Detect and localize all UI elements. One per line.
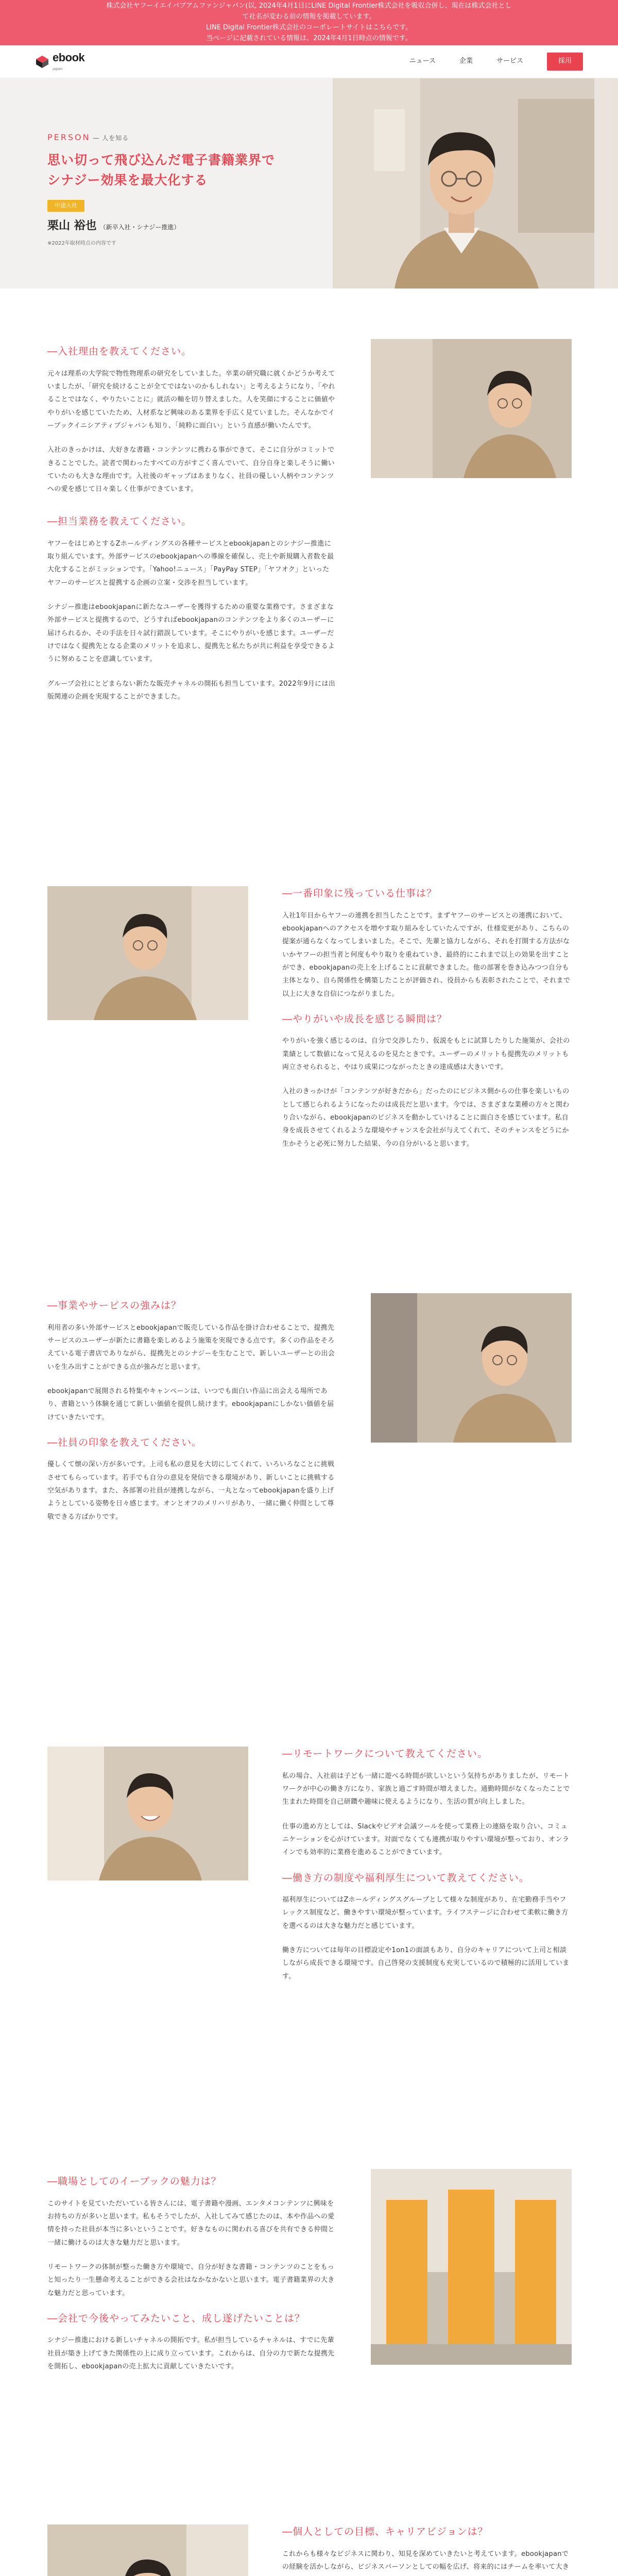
answer-paragraph: シナジー推進はebookjapanに新たなユーザーを獲得するための重要な業務です。さまざまな外部サービスと提携するので、どうすればebookjapanのコンテンツをより多くのユーザーに届けられるか、その手法を日々試行錯誤しています。そこにやりがいを感じます。ユーザーだけではなく提携先となる企業のメリットを追求し、提携先と私たちが共に利益を享受できるように努めることを意識しています。 [47, 603, 335, 664]
banner-line-2: LINE Digital Frontier株式会社のコーポレートサイトはこちらです。 [205, 24, 413, 31]
question-heading: ―職場としてのイーブックの魅力は？ [47, 2176, 221, 2187]
answer-paragraph: これからも様々なビジネスに関わり、知見を深めていきたいと考えています。ebookjapanでの経験を活かしながら、ビジネスパーソンとしての幅を広げ、将来的にはチームを率いて大き [282, 2550, 570, 2571]
answer-paragraph: シナジー推進における新しいチャネルの開拓です。私が担当しているチャネルは、すでに先輩社員が築き上げてきた関係性の上に成り立っています。これからは、自分の力で新たな提携先を開拓し、ebookjapanの売上拡大に貢献していきたいです。 [47, 2336, 335, 2371]
question-heading: ―やりがいや成長を感じる瞬間は？ [282, 1013, 448, 1025]
nav-company[interactable]: 企業 [459, 57, 473, 65]
answer-paragraph: 入社1年目からヤフーの連携を担当したことです。まずヤフーのサービスとの連携において、ebookjapanへのアクセスを増やす取り組みをしていたんですが、仕様変更があり、こちらの提案が通らなくなってしまいました。そこで、先輩と協力しながら、それを打開する方法がないかヤフーの担当者と何度もやり取りを重ねていき、最終的にこれまで以上の効果を出すことができ、ebookjapanの売上を上げることに貢献できました。他の部署を巻き込みつつ自分も主体となり、自ら関係性を構築したことが評価され、役員からも表彰されたことで、それまで以上に大きな自信につながりました。 [282, 911, 571, 998]
answer-paragraph: ヤフーをはじめとするZホールディングスの各種サービスとebookjapanとのシナジー推進に取り組んでいます。外部サービスのebookjapanへの導線を確保し、売上や新規購入者数を最大化することがミッションです。「Yahoo!ニュース」「PayPay STEP」「ヤフオク」といったヤフーのサービスと提携する企画の立案・交渉を担当しています。 [47, 539, 334, 587]
qa-block [282, 2524, 571, 2576]
question-heading: ―事業やサービスの強みは？ [47, 1300, 182, 1311]
nav-news[interactable]: ニュース [409, 57, 436, 65]
answer-paragraph: 優しくて懐の深い方が多いです。上司も私の意見を大切にしてくれて、いろいろなことに挑戦させてもらっています。若手でも自分の意見を発信できる環境があり、新しいことに挑戦する空気があります。また、各部署の社員が連携しながら、一丸となってebookjapanを盛り上げようとしている姿勢を日々感じます。オンとオフのメリハリがあり、一緒に働く仲間として尊敬できる方ばかりです。 [47, 1461, 335, 1521]
qa-block [47, 344, 336, 507]
portrait-photo-2 [47, 886, 248, 1020]
question-heading: ―働き方の制度や福利厚生について教えてください。 [282, 1872, 529, 1884]
answer-paragraph: 私の場合、入社前は子ども一緒に遊べる時間が欲しいという気持ちがありましたが、リモートワークが中心の働き方になり、家族と過ごす時間が増えました。通勤時間がなくなったことで生まれた時間を自己研鑽や趣味に使えるようになり、生活の質が向上しました。 [282, 1772, 570, 1806]
nav-recruit-button[interactable]: 採用 [547, 53, 583, 71]
answer-paragraph: 入社のきっかけが「コンテンツが好きだから」だったのにビジネス側からの仕事を楽しいものとして感じられるようになったのは成長だと思います。今では、さまざまな業種の方々と関わり合いながら、ebookjapanのビジネスを動かしていけることに面白さを感じています。私自身を成長させてくれるような環境やチャンスを会社が与えてくれて、そのチャンスをどうにか生かそうと必死に努力した結果、今の自分がいると思います。 [282, 1088, 570, 1148]
question-heading: ―入社理由を教えてください。 [47, 346, 192, 357]
portrait-photo-1 [371, 339, 572, 478]
main-nav [409, 53, 583, 71]
answer-paragraph: ebookjapanで展開される特集やキャンペーンは、いつでも面白い作品に出会える場所であり、書籍という体験を通じて新しい価値を提供し続けます。ebookjapanにしかない価値を届けていきたいです。 [47, 1387, 334, 1421]
question-heading: ―担当業務を教えてください。 [47, 516, 192, 527]
hero-date-note: ※2022年取材時点の内容です [47, 241, 116, 247]
banner-line-1: 株式会社ヤフーイエイパブアムファンジャパン(以, 2024年4月1日にLINE Digital Frontier株式会社を吸収合併し、現在は株式会社として社名が変わる前の情報を掲載しています。 [106, 2, 512, 21]
hero-tag-badge: 中途入社 [47, 200, 84, 212]
logo-subtext: japan [53, 66, 63, 71]
portrait-photo-3 [371, 1293, 572, 1443]
site-header [0, 45, 618, 78]
answer-paragraph: リモートワークの体制が整った働き方や環境で、自分が好きな書籍・コンテンツのことをもっと知ったり一生懸命考えることができる会社はなかなかないと思います。電子書籍業界の大きな魅力だと思っています。 [47, 2263, 335, 2297]
hero-kicker: PERSON — 人を知る [47, 132, 129, 142]
qa-block [47, 514, 336, 715]
hero-person-name: 栗山 裕也 （新卒入社・シナジー推進） [47, 219, 180, 232]
hero-title: 思い切って飛び込んだ電子書籍業界で シナジー効果を最大化する [47, 152, 276, 188]
question-heading: ―リモートワークについて教えてください。 [282, 1748, 488, 1759]
answer-paragraph: 働き方については毎年の目標設定や1on1の面談もあり、自分のキャリアについて上司と相談しながら成長できる環境です。自己啓発の支援制度も充実しているので積極的に活用しています。 [282, 1946, 570, 1980]
hero-portrait-photo [333, 78, 594, 289]
portrait-photo-5 [47, 2524, 248, 2576]
answer-paragraph: 仕事の進め方としては、Slackやビデオ会議ツールを使って業務上の連絡を取り合い、コミュニケーションを心がけています。対面でなくても連携が取りやすい環境が整っており、オンラインでも効率的に業務を進めることができています。 [282, 1822, 570, 1857]
logo-text: ebook [53, 51, 85, 64]
qa-block [282, 1747, 571, 1994]
answer-paragraph: このサイトを見ていただいている皆さんには、電子書籍や漫画、エンタメコンテンツに興味をお持ちの方が多いと思います。私もそうでしたが、入社してみて感じたのは、本や作品への愛情を持った社員が本当に多いということです。好きなものに関われる喜びを共有できる仲間と一緒に働けるのは大きな魅力だと思います。 [47, 2199, 335, 2247]
interview-body [0, 289, 618, 2576]
answer-paragraph: やりがいを強く感じるのは、自分で交渉したり、仮説をもとに試算したりした施策が、会社の業績として数値になって見えるのを見たときです。ユーザーのメリットも提携先のメリットも両立させられると、やはり成果につながったときの達成感は大きいです。 [282, 1037, 570, 1072]
answer-paragraph: 福利厚生についてはZホールディングスグループとして様々な制度があり、在宅勤務手当やフレックス制度など、働きやすい環境が整っています。ライフステージに合わせて柔軟に働き方を選べるのは大きな魅力だと感じています。 [282, 1896, 569, 1930]
question-heading: ―社員の印象を教えてください。 [47, 1436, 202, 1448]
hero-text [47, 130, 336, 248]
notice-banner [0, 0, 618, 45]
hero [0, 78, 618, 289]
banner-line-3: 当ページに記載されている情報は、2024年4月1日時点の情報です。 [206, 34, 412, 42]
qa-block [47, 2174, 336, 2384]
qa-block [282, 886, 571, 1162]
question-heading: ―個人としての目標、キャリアビジョンは？ [282, 2526, 488, 2537]
portrait-photo-4 [47, 1747, 248, 1880]
nav-service[interactable]: サービス [496, 57, 523, 65]
answer-paragraph: 入社のきっかけは、大好きな書籍・コンテンツに携わる事ができて、そこに自分がコミットできることでした。読者で関わったすべての方がすごく喜んでいて、自分自身と楽しそうに働いていたのも大きな理由です。入社後のギャップはあまりなく、社員の優しい人柄やコンテンツへの愛を感じて日々楽しく仕事ができています。 [47, 446, 335, 494]
answer-paragraph: 元々は理系の大学院で物性物理系の研究をしていました。卒業の研究職に就くかどうか考えていましたが、「研究を続けることが全てではないのかもしれない」と考えるようになり、「やれることではなく、やりたいことに」就活の軸を切り替えました。人を笑顔にすることに価値ややりがいを感じていたため、人材系など興味のある業界を手広く見ていました。そんなかでイーブックイニシアティブジャパンも知り、「純粋に面白い」という直感が働いたんです。 [47, 369, 335, 430]
answer-paragraph: グループ会社にとどまらない新たな販売チャネルの開拓も担当しています。2022年9月には出版関連の企画を実現することができました。 [47, 680, 336, 701]
site-logo[interactable] [35, 52, 84, 71]
qa-block [47, 1298, 336, 1535]
office-photo [371, 2169, 572, 2365]
question-heading: ―一番印象に残っている仕事は？ [282, 888, 437, 899]
ebook-logo-icon [35, 55, 49, 69]
answer-paragraph: 利用者の多い外部サービスとebookjapanで販売している作品を掛け合わせることで、提携先サービスのユーザーが新たに書籍を楽しめるよう施策を実現できる点です。多くの作品をそろえている電子書店でありながら、提携先とのシナジーを生むことで、新しいユーザーとの出会いを生み出すことができる点が強みだと思います。 [47, 1324, 335, 1371]
question-heading: ―会社で今後やってみたいこと、成し遂げたいことは？ [47, 2312, 305, 2324]
